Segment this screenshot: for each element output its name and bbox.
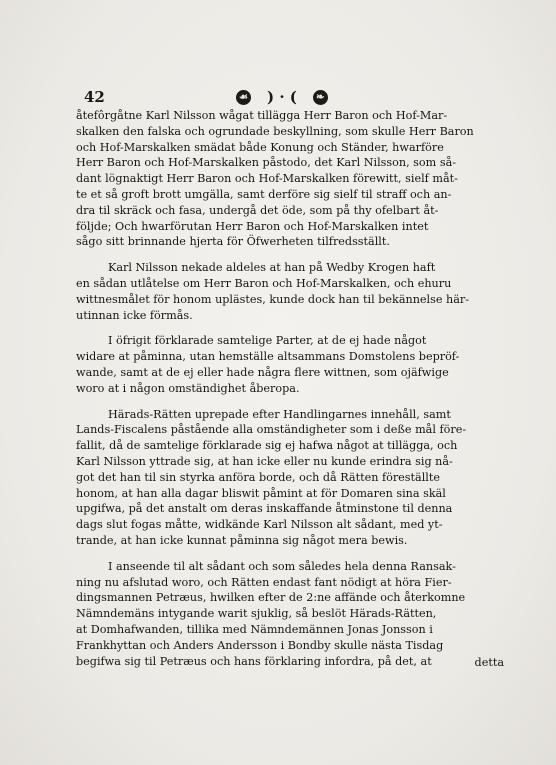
text-line: dags slut fogas måtte, widkände Karl Nilsson alt sådant, med yt- bbox=[76, 518, 443, 532]
text-line: got det han til sin styrka anföra borde, och då Rätten föreställte bbox=[76, 470, 440, 484]
text-line: Härads-Rätten uprepade efter Handlingarnes innehåll, samt bbox=[108, 407, 451, 421]
text-line: Herr Baron och Hof-Marskalken påstodo, det Karl Nilsson, som så- bbox=[76, 156, 457, 170]
paragraph-4 bbox=[76, 407, 508, 549]
text-line: Frankhyttan och Anders Andersson i Bondby skulle nästa Tisdag bbox=[76, 638, 444, 652]
paragraph-1 bbox=[76, 108, 508, 250]
text-line: widare at påminna, utan hemställe altsammans Domstolens bepröf- bbox=[76, 350, 460, 364]
page-number: 42 bbox=[84, 88, 105, 106]
text-line: begifwa sig til Petræus och hans förklaring infordra, på det, at bbox=[76, 654, 432, 668]
text-line: Nämndemäns intygande warit sjuklig, så beslöt Härads-Rätten, bbox=[76, 607, 437, 621]
ornament-left-icon: ☙ bbox=[236, 90, 251, 105]
text-line: te et så groft brott umgälla, samt derföre sig sielf til straff och an- bbox=[76, 187, 452, 201]
text-line: Lands-Fiscalens påstående alla omständigheter som i deße mål före- bbox=[76, 423, 467, 437]
paragraph-3 bbox=[76, 333, 508, 396]
ornament-center: ) · ( bbox=[267, 88, 297, 106]
page-header bbox=[84, 86, 374, 108]
text-line: Karl Nilsson nekade aldeles at han på Wedby Krogen haft bbox=[108, 261, 436, 275]
text-line: woro at i någon omständighet åberopa. bbox=[76, 381, 300, 395]
text-line: I anseende til alt sådant och som således hela denna Ransak- bbox=[108, 559, 456, 573]
text-line: I öfrigit förklarade samtelige Parter, at de ej hade något bbox=[108, 334, 427, 348]
text-line: följde; Och hwarförutan Herr Baron och Hof-Marskalken intet bbox=[76, 219, 429, 233]
text-line: utinnan icke förmås. bbox=[76, 308, 193, 322]
text-line: och Hof-Marskalken smädat både Konung och Ständer, hwarföre bbox=[76, 140, 444, 154]
body-text bbox=[76, 108, 508, 669]
text-line: upgifwa, på det anstalt om deras inskaffande åtminstone til denna bbox=[76, 502, 453, 516]
paragraph-5 bbox=[76, 559, 508, 670]
text-line: en sådan utlåtelse om Herr Baron och Hof-Marskalken, och ehuru bbox=[76, 276, 452, 290]
paragraph-2 bbox=[76, 260, 508, 323]
header-ornament bbox=[236, 88, 328, 106]
text-line: ning nu afslutad woro, och Rätten endast fant nödigt at höra Fier- bbox=[76, 575, 452, 589]
text-line: åtefôrgåtne Karl Nilsson wågat tillägga Herr Baron och Hof-Mar- bbox=[76, 109, 448, 122]
text-line: dingsmannen Petræus, hwilken efter de 2:ne affände och återkomne bbox=[76, 591, 466, 605]
text-line: dra til skräck och fasa, undergå det öde, som på thy ofelbart åt- bbox=[76, 203, 439, 217]
text-line: trande, at han icke kunnat påminna sig något mera bewis. bbox=[76, 533, 408, 547]
ornament-right-icon: ❧ bbox=[313, 90, 328, 105]
text-line: skalken den falska och ogrundade beskyllning, som skulle Herr Baron bbox=[76, 124, 474, 138]
text-line: wande, samt at de ej eller hade några flere wittnen, som ojäfwige bbox=[76, 365, 449, 379]
text-line: wittnesmålet för honom uplästes, kunde dock han til bekännelse här- bbox=[76, 292, 470, 306]
text-line: dant lögnaktigt Herr Baron och Hof-Marskalken förewitt, sielf måt- bbox=[76, 172, 458, 186]
text-line: Karl Nilsson yttrade sig, at han icke eller nu kunde erindra sig nå- bbox=[76, 454, 453, 468]
text-line: at Domhafwanden, tillika med Nämndemännen Jonas Jonsson i bbox=[76, 622, 433, 636]
text-line: fallit, då de samtelige förklarade sig ej hafwa något at tillägga, och bbox=[76, 439, 458, 453]
catchword: detta bbox=[474, 656, 504, 669]
text-line: honom, at han alla dagar bliswit påmint at för Domaren sina skäl bbox=[76, 486, 446, 500]
text-line: sågo sitt brinnande hjerta för Öfwerheten tilfredsställt. bbox=[76, 235, 390, 249]
